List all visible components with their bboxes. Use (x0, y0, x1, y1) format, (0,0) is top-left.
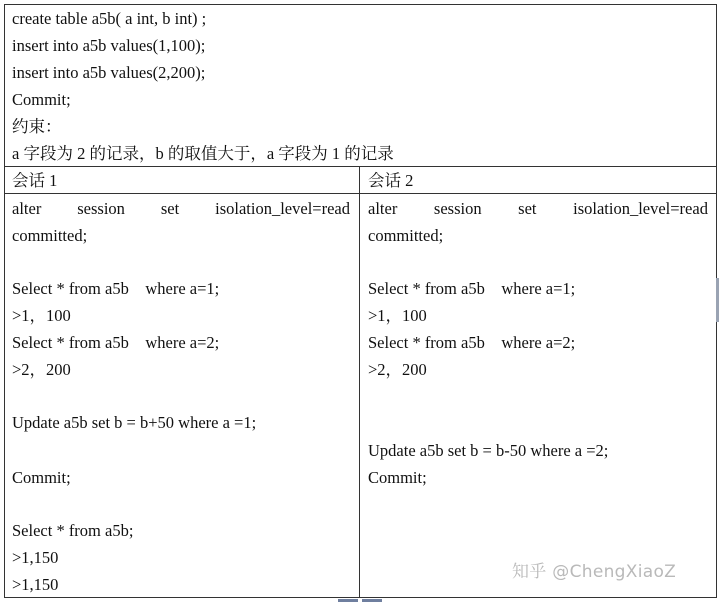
zhihu-watermark: 知乎 @ChengXiaoZ (512, 562, 677, 582)
session-2-select-a2: Select * from a5b where a=2; (368, 333, 576, 352)
setup-line-constraint-text: a 字段为 2 的记录，b 的取值大于，a 字段为 1 的记录 (12, 144, 394, 163)
alter-word: isolation_level=read (573, 199, 708, 218)
setup-line-insert-1: insert into a5b values(1,100); (12, 36, 206, 55)
session-1-header: 会话 1 (12, 171, 58, 190)
alter-word: alter (12, 199, 42, 218)
table-frame (4, 4, 717, 598)
session-1-alter-continuation: committed; (12, 226, 88, 245)
session-2-update: Update a5b set b = b-50 where a =2; (368, 441, 609, 460)
session-1-result-a2: >2，200 (12, 360, 71, 379)
setup-line-constraint-title: 约束： (12, 117, 62, 136)
session-2-result-a2: >2，200 (368, 360, 427, 379)
session-2-result-a1: >1，100 (368, 306, 427, 325)
session-1-result-a1: >1，100 (12, 306, 71, 325)
session-2-header: 会话 2 (368, 171, 414, 190)
header-bottom-border (4, 193, 717, 194)
setup-line-create: create table a5b( a int, b int) ; (12, 9, 207, 28)
alter-word: session (77, 199, 125, 218)
alter-word: set (160, 199, 180, 218)
alter-word: isolation_level=read (215, 199, 350, 218)
session-1-select-a2: Select * from a5b where a=2; (12, 333, 220, 352)
session-1-select-all: Select * from a5b; (12, 521, 134, 540)
session-1-result-row-2: >1,150 (12, 575, 59, 594)
header-top-border (4, 166, 717, 167)
session-2-alter-line (368, 199, 708, 219)
session-1-update: Update a5b set b = b+50 where a =1; (12, 413, 257, 432)
column-divider (359, 166, 360, 598)
session-2-select-a1: Select * from a5b where a=1; (368, 279, 576, 298)
session-2-commit: Commit; (368, 468, 427, 487)
session-1-alter-line (12, 199, 350, 219)
session-2-alter-continuation: committed; (368, 226, 444, 245)
setup-line-commit: Commit; (12, 90, 71, 109)
session-1-result-row-1: >1,150 (12, 548, 59, 567)
session-1-select-a1: Select * from a5b where a=1; (12, 279, 220, 298)
right-edge-marker (716, 278, 719, 322)
setup-line-insert-2: insert into a5b values(2,200); (12, 63, 206, 82)
alter-word: session (433, 199, 482, 218)
alter-word: set (518, 199, 537, 218)
alter-word: alter (368, 199, 398, 218)
session-1-commit: Commit; (12, 468, 71, 487)
